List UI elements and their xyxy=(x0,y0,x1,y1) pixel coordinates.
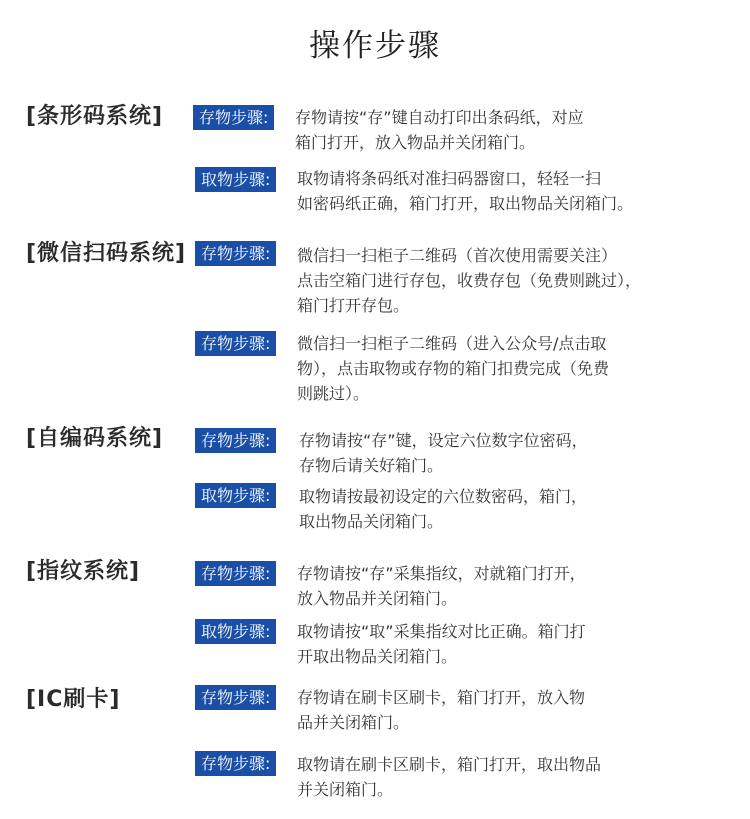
step-line: 点击空箱门进行存包，收费存包（免费则跳过）， xyxy=(297,271,642,290)
store-step-badge: 存物步骤: xyxy=(195,428,276,453)
retrieve-step-badge: 取物步骤: xyxy=(195,483,276,508)
step-line: 微信扫一扫柜子二维码（进入公众号/点击取 xyxy=(297,334,607,353)
store-step-badge: 存物步骤: xyxy=(195,331,276,356)
store-step-badge: 存物步骤: xyxy=(193,105,274,130)
retrieve-step-badge: 取物步骤: xyxy=(195,167,276,192)
step-description xyxy=(297,619,586,669)
step-line: 取物请按最初设定的六位数密码，箱门， xyxy=(299,487,588,506)
step-line: 箱门打开，放入物品并关闭箱门。 xyxy=(295,133,536,152)
retrieve-step-badge: 取物步骤: xyxy=(195,619,276,644)
store-step-badge: 存物步骤: xyxy=(195,241,276,266)
section-title-fingerprint: [指纹系统] xyxy=(26,559,141,584)
step-description xyxy=(297,752,601,802)
section-title-barcode: [条形码系统] xyxy=(26,104,164,129)
step-line: 取物请在刷卡区刷卡，箱门打开，取出物品 xyxy=(297,755,602,774)
step-description xyxy=(297,685,585,735)
section-title-wechat: [微信扫码系统] xyxy=(26,241,187,266)
step-line: 取物请按“取”采集指纹对比正确。箱门打 xyxy=(297,622,586,641)
section-title-selfcode: [自编码系统] xyxy=(26,426,164,451)
step-line: 存物请按“存”采集指纹，对就箱门打开， xyxy=(297,564,586,583)
step-description xyxy=(295,105,584,155)
step-line: 微信扫一扫柜子二维码（首次使用需要关注） xyxy=(297,246,618,265)
step-line: 则跳过）。 xyxy=(297,384,370,403)
step-line: 开取出物品关闭箱门。 xyxy=(297,647,458,666)
step-line: 如密码纸正确，箱门打开，取出物品关闭箱门。 xyxy=(297,194,634,213)
step-line: 品并关闭箱门。 xyxy=(297,713,410,732)
step-line: 存物后请关好箱门。 xyxy=(299,456,444,475)
step-line: 存物请按“存”键，设定六位数字位密码， xyxy=(299,431,588,450)
step-line: 存物请按“存”键自动打印出条码纸，对应 xyxy=(295,108,584,127)
step-line: 箱门打开存包。 xyxy=(297,296,410,315)
section-title-ic-card: [IC刷卡] xyxy=(26,687,121,712)
step-description xyxy=(297,561,586,611)
store-step-badge: 存物步骤: xyxy=(195,561,276,586)
step-description xyxy=(297,243,641,318)
step-line: 取出物品关闭箱门。 xyxy=(299,512,444,531)
store-step-badge: 存物步骤: xyxy=(195,751,276,776)
page-title: 操作步骤 xyxy=(309,28,441,64)
step-line: 物），点击取物或存物的箱门扣费完成（免费 xyxy=(297,359,610,378)
step-line: 放入物品并关闭箱门。 xyxy=(297,589,458,608)
step-description xyxy=(299,428,588,478)
step-line: 取物请将条码纸对准扫码器窗口，轻轻一扫 xyxy=(297,169,602,188)
step-description xyxy=(297,331,609,406)
step-line: 存物请在刷卡区刷卡，箱门打开，放入物 xyxy=(297,688,586,707)
step-description xyxy=(297,166,633,216)
step-line: 并关闭箱门。 xyxy=(297,780,394,799)
step-description xyxy=(299,484,587,534)
store-step-badge: 存物步骤: xyxy=(195,685,276,710)
